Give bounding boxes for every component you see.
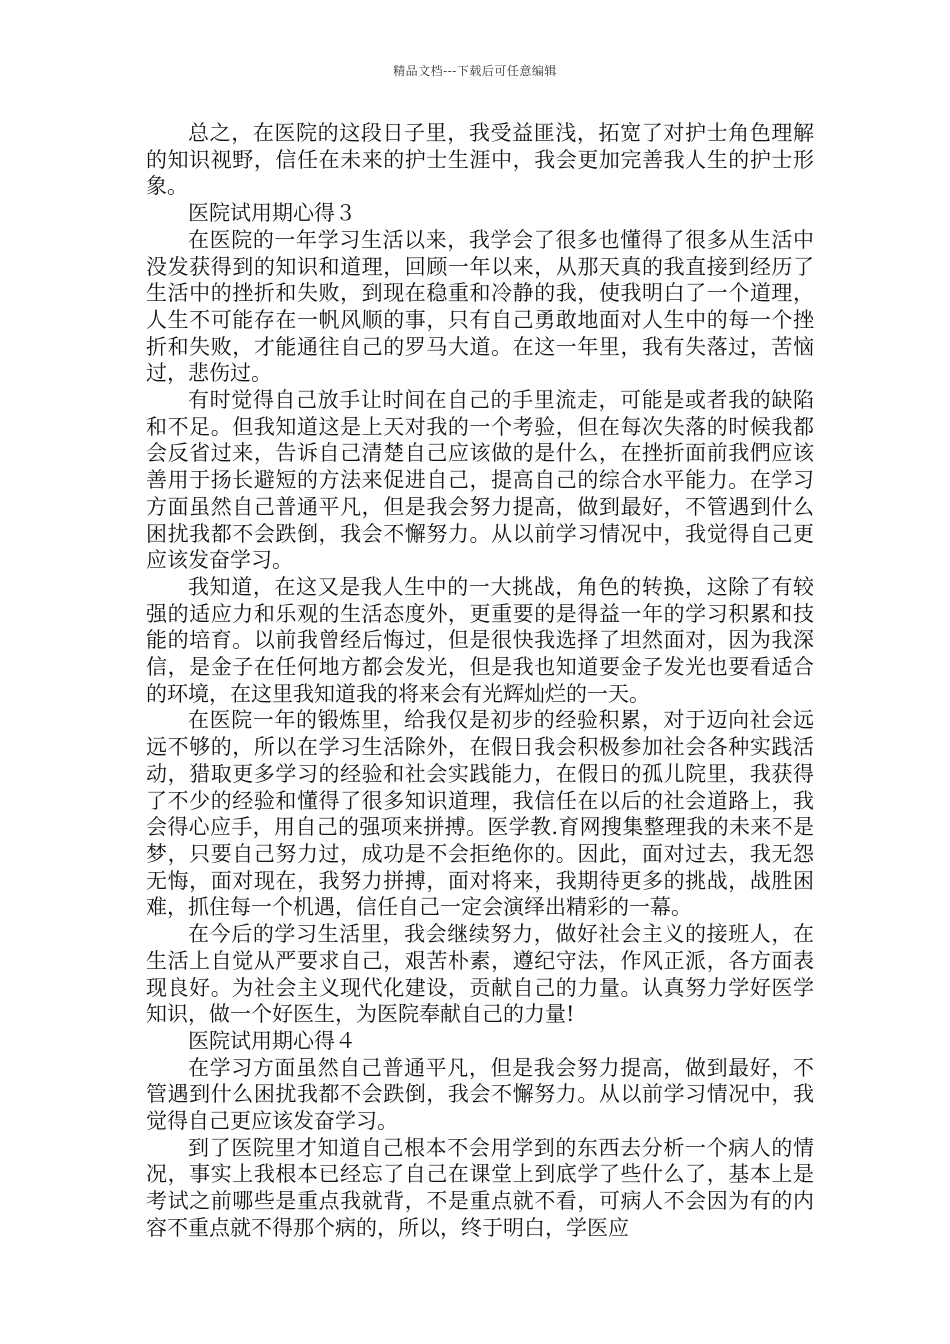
paragraph: 有时觉得自己放手让时间在自己的手里流走，可能是或者我的缺陷和不足。但我知道这是上天对我的一个考验，但在每次失落的时候我都会反省过来，告诉自己清楚自己应该做的是什么，在挫折面前我們应该善用于扬长避短的方法来促进自己，提高自己的综合水平能力。在学习方面虽然自己普通平凡，但是我会努力提高，做到最好，不管遇到什么困扰我都不会跌倒，我会不懈努力。从以前学习情况中，我觉得自己更应该发奋学习。: [146, 388, 814, 573]
page-header: 精品文档---下载后可任意编辑: [393, 64, 557, 78]
paragraph: 到了医院里才知道自己根本不会用学到的东西去分析一个病人的情况，事实上我根本已经忘了自己在课堂上到底学了些什么了，基本上是考试之前哪些是重点我就背，不是重点就不看，可病人不会因为有的内容不重点就不得那个病的，所以，终于明白，学医应: [146, 1135, 814, 1240]
document-body: [146, 120, 814, 1242]
paragraph: 总之，在医院的这段日子里，我受益匪浅，拓宽了对护士角色理解的知识视野，信任在未来的护士生涯中，我会更加完善我人生的护士形象。: [146, 121, 814, 199]
section-title: 医院试用期心得３: [188, 201, 356, 226]
paragraph: 我知道，在这又是我人生中的一大挑战，角色的转换，这除了有较强的适应力和乐观的生活态度外，更重要的是得益一年的学习积累和技能的培育。以前我曾经后悔过，但是很快我选择了坦然面对，因为我深信，是金子在任何地方都会发光，但是我也知道要金子发光也要看适合的环境，在这里我知道我的将来会有光辉灿烂的一天。: [146, 574, 814, 706]
paragraph: 在医院一年的锻炼里，给我仅是初步的经验积累，对于迈向社会远远不够的，所以在学习生活除外，在假日我会积极参加社会各种实践活动，猎取更多学习的经验和社会实践能力，在假日的孤儿院里，我获得了不少的经验和懂得了很多知识道理，我信任在以后的社会道路上，我会得心应手，用自己的强项来拼搏。医学教.育网搜集整理我的未来不是梦，只要自己努力过，成功是不会拒绝你的。因此，面对过去，我无怨无悔，面对现在，我努力拼搏，面对将来，我期待更多的挑战，战胜困难，抓住每一个机遇，信任自己一定会演绎出精彩的一幕。: [146, 708, 814, 920]
paragraph: 在今后的学习生活里，我会继续努力，做好社会主义的接班人，在生活上自觉从严要求自己，艰苦朴素，遵纪守法，作风正派，各方面表现良好。为社会主义现代化建设，贡献自己的力量。认真努力学好医学知识，做一个好医生，为医院奉献自己的力量!: [146, 922, 814, 1027]
paragraph: 在学习方面虽然自己普通平凡，但是我会努力提高，做到最好，不管遇到什么困扰我都不会跌倒，我会不懈努力。从以前学习情况中，我觉得自己更应该发奋学习。: [146, 1055, 814, 1134]
paragraph: 在医院的一年学习生活以来，我学会了很多也懂得了很多从生活中没发获得到的知识和道理，回顾一年以来，从那天真的我直接到经历了生活中的挫折和失败，到现在稳重和冷静的我，使我明白了一个道理，人生不可能存在一帆风顺的事，只有自己勇敢地面对人生中的每一个挫折和失败，才能通往自己的罗马大道。在这一年里，我有失落过，苦恼过，悲伤过。: [146, 227, 814, 386]
section-title: 医院试用期心得４: [188, 1028, 356, 1053]
